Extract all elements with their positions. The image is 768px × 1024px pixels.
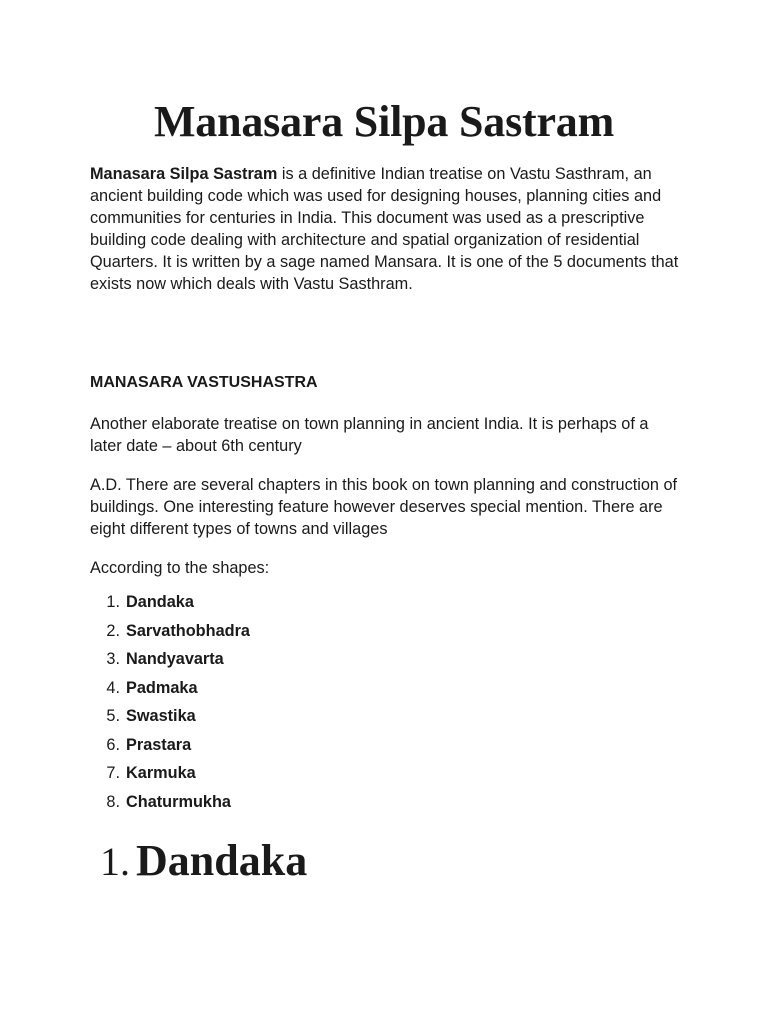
list-item [90, 591, 250, 620]
intro-text: is a definitive Indian treatise on Vastu Sasthram, an ancient building code which was used for designing houses, planning cities and communities for centuries in India. This document was used as a prescriptive building code dealing with architecture and spatial organization of residential Quarters. It is written by a sage named Mansara. It is one of the 5 documents that exists now which deals with Vastu Sasthram. [90, 165, 679, 293]
list-item-number: 6. [106, 735, 120, 754]
list-item [90, 791, 250, 820]
list-item-label: Swastika [126, 707, 196, 725]
list-item-number: 7. [106, 764, 120, 782]
list-item [90, 734, 250, 763]
list-item-number: 5. [106, 707, 120, 725]
section-paragraph-2: A.D. There are several chapters in this book on town planning and construction of buildings. One interesting feature however deserves special mention. There are eight different types of towns and villages [90, 476, 678, 538]
intro-paragraph [90, 163, 680, 295]
section-paragraph-1: Another elaborate treatise on town planning in ancient India. It is perhaps of a later date – about 6th century [90, 415, 649, 455]
list-item [90, 705, 250, 734]
intro-lead: Manasara Silpa Sastram [90, 165, 278, 183]
section-heading: MANASARA VASTUSHASTRA [90, 374, 318, 391]
list-item [90, 677, 250, 706]
list-item [90, 620, 250, 649]
list-item-label: Prastara [126, 735, 192, 754]
subsection-number: 1. [100, 839, 130, 884]
list-item-number: 8. [106, 792, 120, 811]
list-item [90, 762, 250, 791]
list-item [90, 648, 250, 677]
list-item-label: Nandyavarta [126, 650, 224, 668]
list-item-label: Sarvathobhadra [126, 621, 250, 640]
list-item-number: 4. [106, 678, 120, 697]
list-item-label: Dandaka [126, 593, 194, 611]
page-title: Manasara Silpa Sastram [153, 97, 615, 146]
list-item-label: Chaturmukha [126, 792, 231, 811]
list-item-number: 1. [106, 593, 120, 611]
shapes-intro: According to the shapes: [90, 559, 270, 577]
list-item-number: 3. [106, 650, 120, 668]
list-item-number: 2. [106, 621, 120, 640]
subsection-label: Dandaka [136, 836, 308, 885]
list-item-label: Karmuka [126, 764, 196, 782]
subsection-heading [100, 832, 307, 891]
shape-list [90, 591, 250, 819]
list-item-label: Padmaka [126, 678, 198, 697]
